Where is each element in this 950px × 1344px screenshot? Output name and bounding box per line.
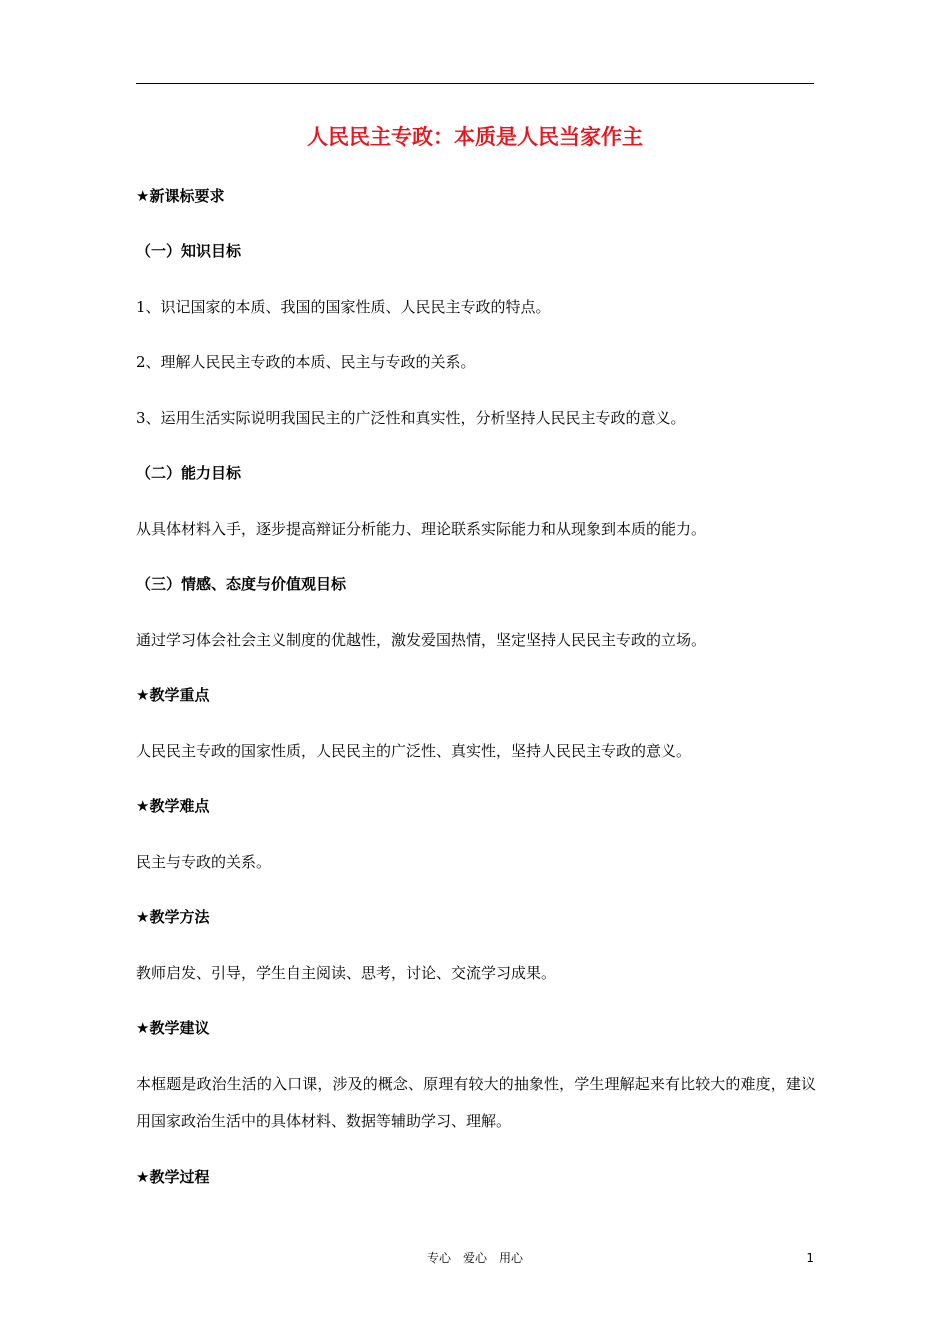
header-rule xyxy=(136,83,814,84)
method-text: 教师启发、引导，学生自主阅读、思考，讨论、交流学习成果。 xyxy=(136,964,557,982)
knowledge-item-3: 3、运用生活实际说明我国民主的广泛性和真实性，分析坚持人民民主专政的意义。 xyxy=(136,409,686,427)
knowledge-heading: （一）知识目标 xyxy=(136,242,242,260)
curriculum-heading: ★新课标要求 xyxy=(136,187,225,205)
page-number: 1 xyxy=(806,1251,814,1265)
method-heading: ★教学方法 xyxy=(136,908,210,926)
difficulty-text: 民主与专政的关系。 xyxy=(136,853,272,871)
footer-motto: 专心 爱心 用心 xyxy=(426,1251,523,1265)
knowledge-item-1: 1、识记国家的本质、我国的国家性质、人民民主专政的特点。 xyxy=(136,298,551,316)
suggestion-heading: ★教学建议 xyxy=(136,1019,210,1037)
suggestion-text: 本框题是政治生活的入口课，涉及的概念、原理有较大的抽象性，学生理解起来有比较大的难度，建议用国家政治生活中的具体材料、数据等辅助学习、理解。 xyxy=(136,1075,816,1130)
process-heading: ★教学过程 xyxy=(136,1168,210,1186)
emotion-heading: （三）情感、态度与价值观目标 xyxy=(136,575,347,593)
knowledge-item-2: 2、理解人民民主专政的本质、民主与专政的关系。 xyxy=(136,353,476,371)
emotion-text: 通过学习体会社会主义制度的优越性，激发爱国热情，坚定坚持人民民主专政的立场。 xyxy=(136,631,707,649)
ability-text: 从具体材料入手，逐步提高辩证分析能力、理论联系实际能力和从现象到本质的能力。 xyxy=(136,520,707,538)
ability-heading: （二）能力目标 xyxy=(136,464,242,482)
difficulty-heading: ★教学难点 xyxy=(136,797,210,815)
keypoint-text: 人民民主专政的国家性质，人民民主的广泛性、真实性，坚持人民民主专政的意义。 xyxy=(136,742,692,760)
page-title: 人民民主专政：本质是人民当家作主 xyxy=(307,125,643,149)
keypoint-heading: ★教学重点 xyxy=(136,686,210,704)
